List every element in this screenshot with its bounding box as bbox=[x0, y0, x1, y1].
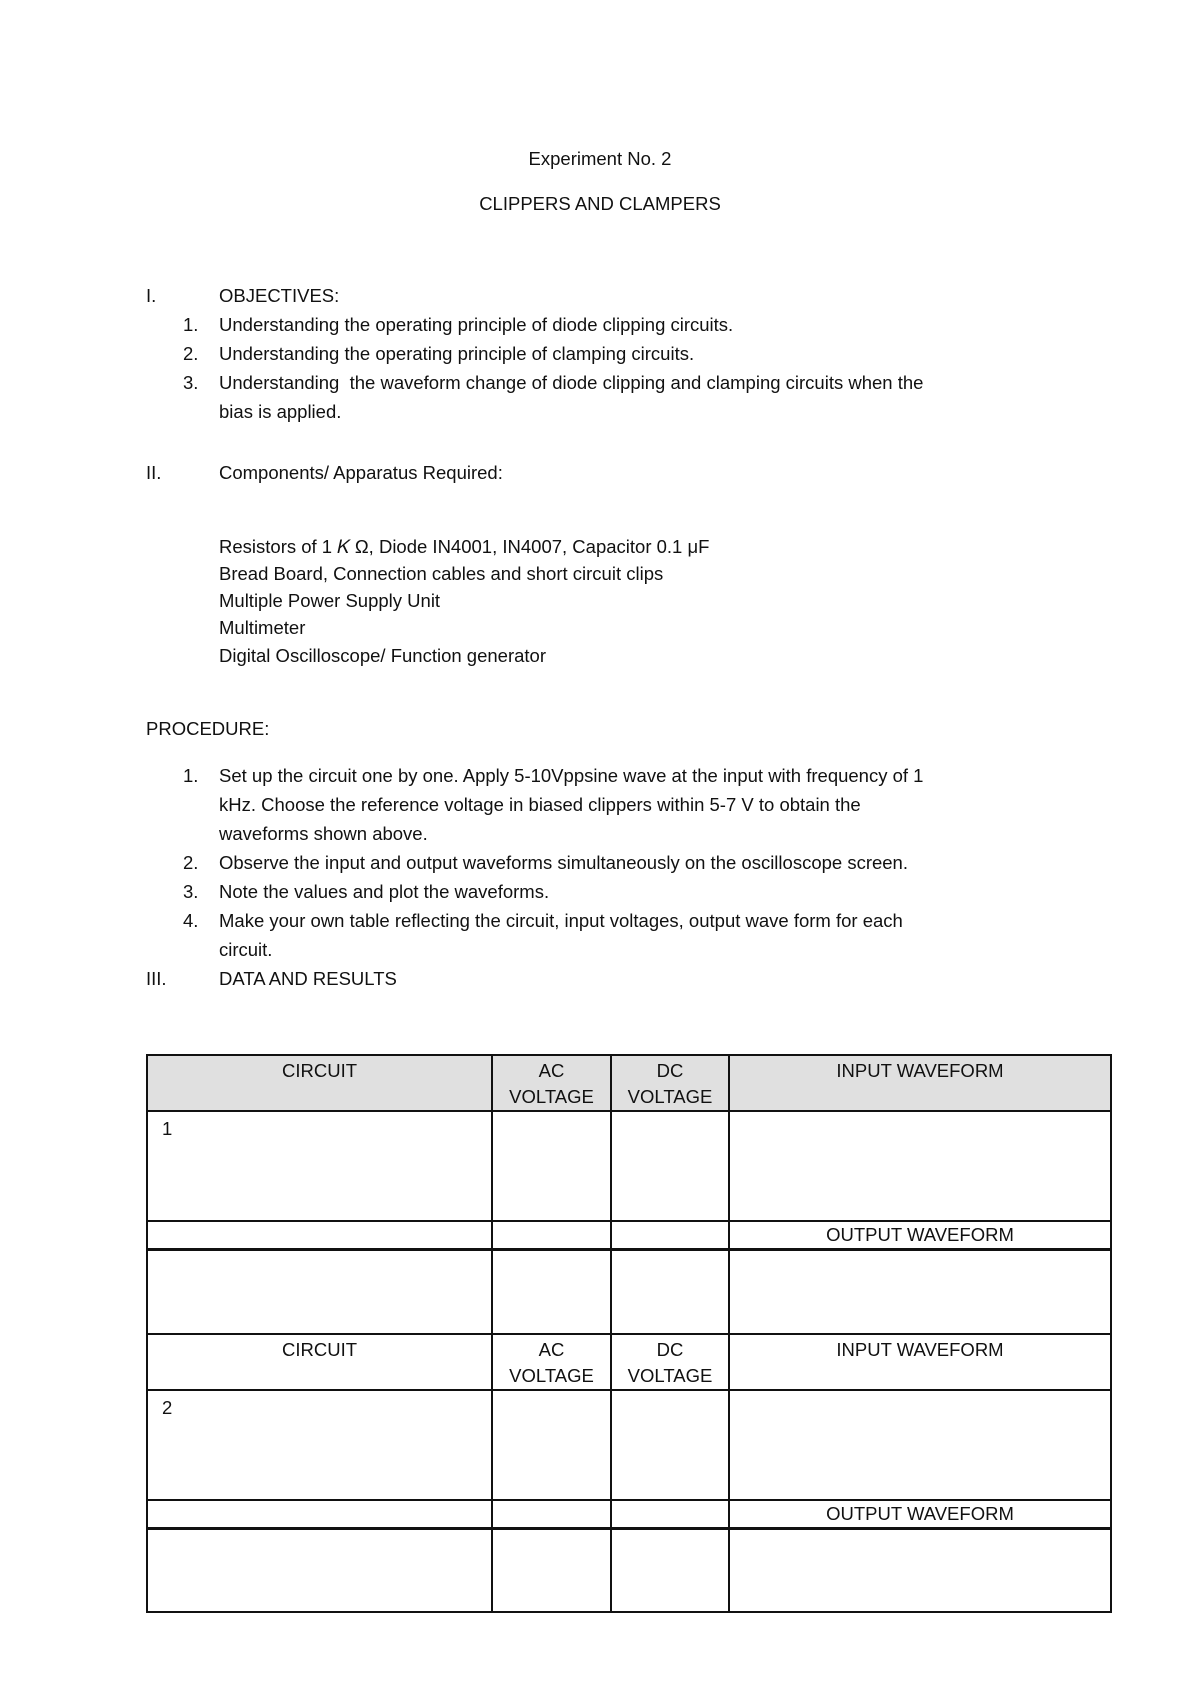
blank-cell bbox=[492, 1221, 611, 1250]
table-row bbox=[147, 1111, 1111, 1221]
header-dc-label: DC bbox=[656, 1060, 684, 1081]
procedure-step: Note the values and plot the waveforms. bbox=[219, 881, 550, 902]
component-item: Digital Oscilloscope/ Function generator bbox=[219, 645, 546, 666]
dc-voltage-cell[interactable] bbox=[611, 1390, 729, 1500]
table-row bbox=[147, 1250, 1111, 1334]
circuit-number-cell[interactable]: 2 bbox=[147, 1390, 492, 1500]
component-item: Resistors of 1 𝐾 Ω, Diode IN4001, IN4007, Capacitor 0.1 μF bbox=[219, 536, 710, 557]
objective-item: Understanding the operating principle of diode clipping circuits. bbox=[219, 314, 734, 335]
header-circuit: CIRCUIT bbox=[147, 1055, 492, 1111]
objective-number: 2. bbox=[183, 343, 199, 364]
procedure-step: waveforms shown above. bbox=[219, 823, 428, 844]
blank-cell bbox=[492, 1500, 611, 1529]
objective-number: 1. bbox=[183, 314, 199, 335]
table-row bbox=[147, 1221, 1111, 1250]
dc-voltage-cell[interactable] bbox=[611, 1111, 729, 1221]
page-title: Experiment No. 2 bbox=[528, 148, 672, 169]
procedure-heading: PROCEDURE: bbox=[146, 718, 270, 739]
table-row bbox=[147, 1390, 1111, 1500]
procedure-step: Make your own table reflecting the circuit, input voltages, output wave form for each bbox=[219, 910, 903, 931]
header-dc-voltage-label: VOLTAGE bbox=[627, 1364, 713, 1386]
results-numeral: III. bbox=[146, 968, 167, 989]
header-ac-voltage-label: VOLTAGE bbox=[509, 1086, 594, 1107]
table-header-row bbox=[147, 1055, 1111, 1111]
ac-voltage-cell[interactable] bbox=[492, 1111, 611, 1221]
procedure-number: 3. bbox=[183, 881, 199, 902]
header-dc-label: DC bbox=[656, 1338, 684, 1360]
objective-number: 3. bbox=[183, 372, 199, 393]
blank-cell bbox=[147, 1221, 492, 1250]
circuit-number-cell[interactable]: 1 bbox=[147, 1111, 492, 1221]
component-item: Bread Board, Connection cables and short circuit clips bbox=[219, 563, 664, 584]
header-output-waveform: OUTPUT WAVEFORM bbox=[729, 1500, 1111, 1529]
objectives-numeral: I. bbox=[146, 285, 157, 306]
header-ac-label: AC bbox=[538, 1060, 565, 1081]
header-ac-voltage-label: VOLTAGE bbox=[509, 1364, 594, 1386]
blank-cell bbox=[611, 1221, 729, 1250]
components-numeral: II. bbox=[146, 462, 162, 483]
blank-cell[interactable] bbox=[492, 1250, 611, 1334]
header-ac-voltage bbox=[492, 1334, 611, 1390]
header-ac-voltage bbox=[492, 1055, 611, 1111]
results-heading: DATA AND RESULTS bbox=[219, 968, 397, 989]
objective-item-continued: bias is applied. bbox=[219, 401, 342, 422]
header-dc-voltage-label: VOLTAGE bbox=[627, 1086, 713, 1107]
ac-voltage-cell[interactable] bbox=[492, 1390, 611, 1500]
procedure-step: Observe the input and output waveforms simultaneously on the oscilloscope screen. bbox=[219, 852, 908, 873]
input-waveform-cell[interactable] bbox=[729, 1111, 1111, 1221]
output-waveform-cell[interactable] bbox=[729, 1250, 1111, 1334]
blank-cell[interactable] bbox=[611, 1528, 729, 1612]
procedure-number: 2. bbox=[183, 852, 199, 873]
procedure-step: circuit. bbox=[219, 939, 273, 960]
components-heading: Components/ Apparatus Required: bbox=[219, 462, 503, 483]
blank-cell bbox=[611, 1500, 729, 1529]
output-waveform-cell[interactable] bbox=[729, 1528, 1111, 1612]
procedure-step: kHz. Choose the reference voltage in biased clippers within 5-7 V to obtain the bbox=[219, 794, 861, 815]
procedure-step: Set up the circuit one by one. Apply 5-10Vppsine wave at the input with frequency of 1 bbox=[219, 765, 924, 786]
blank-cell[interactable] bbox=[147, 1250, 492, 1334]
results-table bbox=[146, 1054, 1112, 1613]
table-row bbox=[147, 1500, 1111, 1529]
header-input-waveform: INPUT WAVEFORM bbox=[729, 1334, 1111, 1390]
header-dc-voltage bbox=[611, 1334, 729, 1390]
table-header-row bbox=[147, 1334, 1111, 1390]
input-waveform-cell[interactable] bbox=[729, 1390, 1111, 1500]
component-item: Multiple Power Supply Unit bbox=[219, 590, 441, 611]
procedure-number: 1. bbox=[183, 765, 199, 786]
procedure-number: 4. bbox=[183, 910, 199, 931]
objectives-heading: OBJECTIVES: bbox=[219, 285, 340, 306]
header-input-waveform: INPUT WAVEFORM bbox=[729, 1055, 1111, 1111]
page-subtitle: CLIPPERS AND CLAMPERS bbox=[479, 193, 721, 214]
component-item: Multimeter bbox=[219, 617, 306, 638]
header-circuit: CIRCUIT bbox=[147, 1334, 492, 1390]
header-output-waveform: OUTPUT WAVEFORM bbox=[729, 1221, 1111, 1250]
blank-cell bbox=[147, 1500, 492, 1529]
header-ac-label: AC bbox=[538, 1338, 565, 1360]
blank-cell[interactable] bbox=[492, 1528, 611, 1612]
objective-item: Understanding the operating principle of clamping circuits. bbox=[219, 343, 695, 364]
objective-item: Understanding the waveform change of diode clipping and clamping circuits when the bbox=[219, 372, 924, 393]
table-row bbox=[147, 1528, 1111, 1612]
header-dc-voltage bbox=[611, 1055, 729, 1111]
blank-cell[interactable] bbox=[611, 1250, 729, 1334]
blank-cell[interactable] bbox=[147, 1528, 492, 1612]
